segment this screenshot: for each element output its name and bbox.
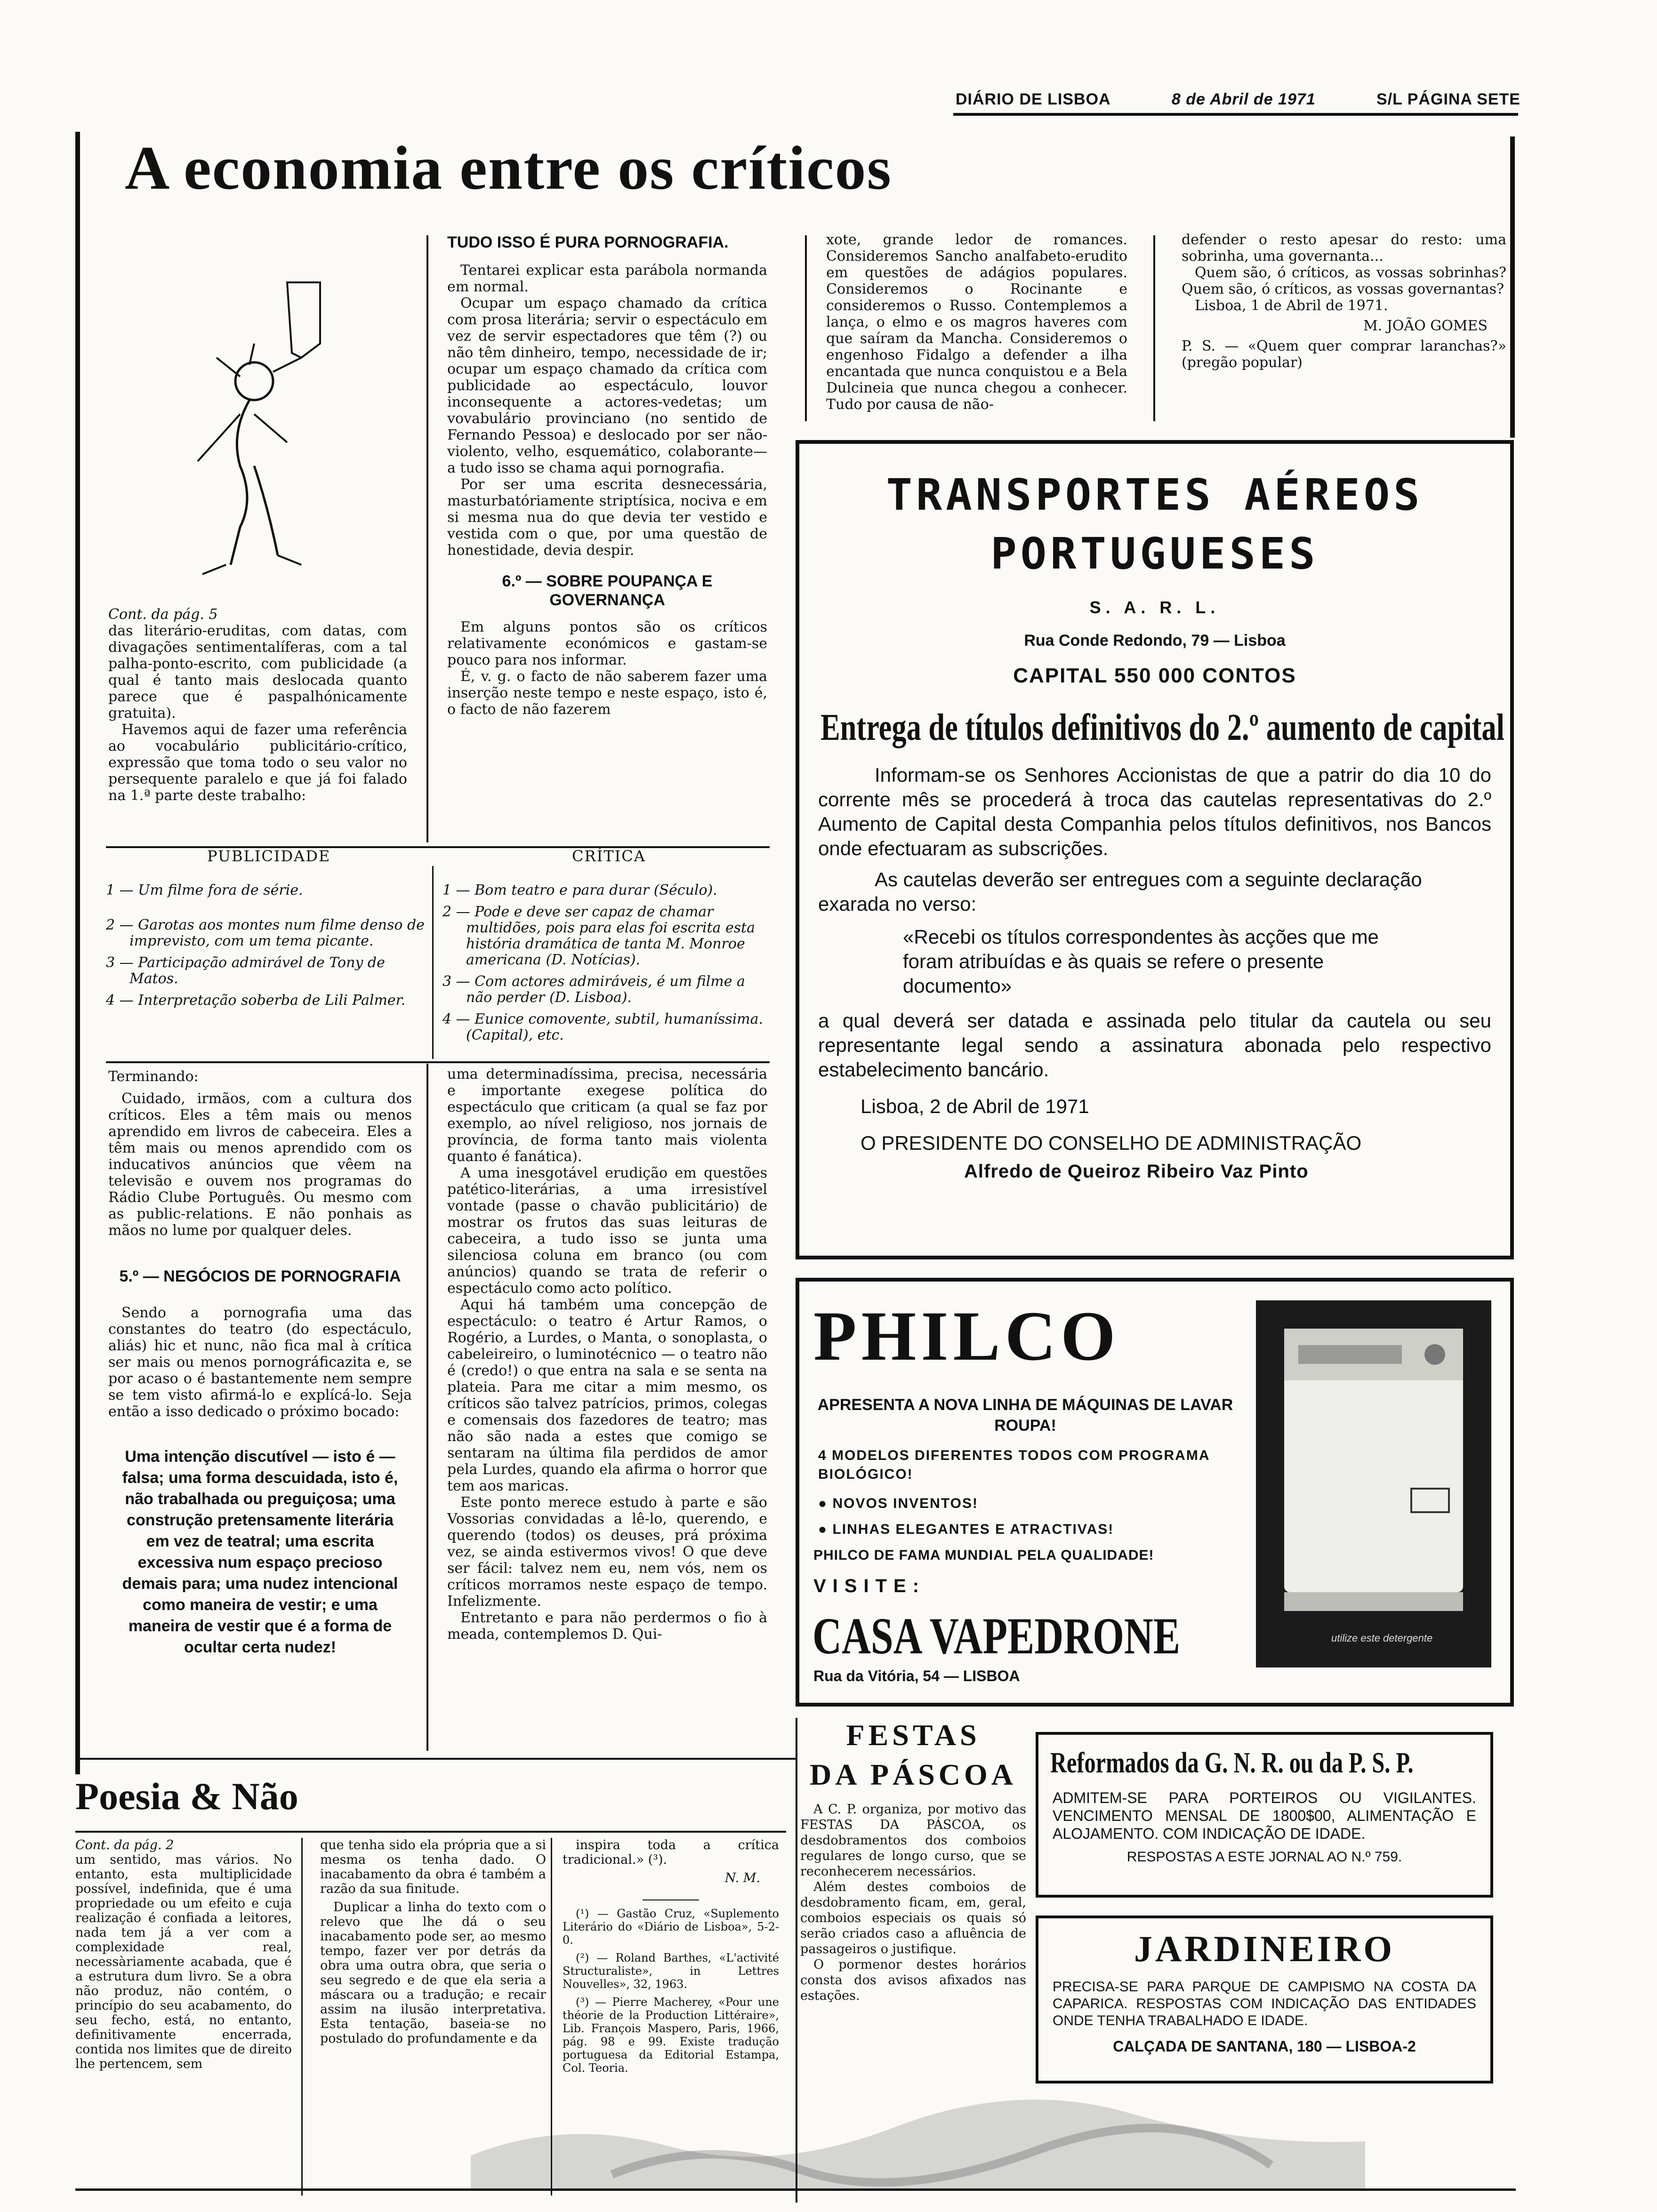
footnote: (³) — Pierre Macherey, «Pour une théorie de la Production Littéraire», Lib. François Maspero, Paris, 1966, pág. 98 e 99. Existe tradução portuguesa da Editorial Estampa, Col. Teoria.: [563, 1996, 779, 2075]
tap-sarl: S. A. R. L.: [1089, 598, 1220, 617]
publicidade-list: [106, 882, 426, 1014]
right-border-top: [1510, 136, 1515, 438]
tap-headline: Entrega de títulos definitivos do 2.º aumento de capital: [820, 707, 1504, 748]
jardineiro-title: JARDINEIRO: [1134, 1928, 1395, 1969]
article-col4: [1182, 232, 1506, 371]
gnr-title-wrap: [1050, 1747, 1490, 1779]
poesia-paragraph: que tenha sido ela própria que a si mesma os tenha dado. O inacabamento da obra é também a razão da sua finitude.: [320, 1838, 546, 1896]
festas-ad: [800, 1718, 1026, 2004]
footnote: (¹) — Gastão Cruz, «Suplemento Literário do «Diário de Lisboa», 5-2-0.: [563, 1907, 779, 1947]
poesia-col1: [75, 1838, 292, 2071]
col1-paragraph: Terminando:: [108, 1068, 199, 1085]
col2-paragraph: Aqui há também uma concepção de espectáculo: o teatro é Artur Ramos, o Rogério, a Lurdes, o Manta, o sonoplasta, o cabeleireiro, o luminotécnico — o teatro não é (credo!) o que entra na sala e se senta na plateia. Para me citar a mim mesmo, os críticos são talvez patrícios, primos, colegas e comensais dos fazedores de teatro; mas não são nada a estes que comigo se sentaram na última fila perdidos de amor pela Lurdes, quando ela afirma o horror que tem aos maricas.: [447, 1297, 767, 1494]
col2-paragraph: Em alguns pontos são os críticos relativamente económicos e gastam-se pouco para nos informar.: [447, 619, 767, 668]
col4-paragraph: Lisboa, 1 de Abril de 1971.: [1195, 297, 1388, 314]
footnote: (²) — Roland Barthes, «L'activité Structuraliste», in Lettres Nouvelles», 32, 1963.: [563, 1951, 779, 1991]
tap-signatory: Alfredo de Queiroz Ribeiro Vaz Pinto: [964, 1161, 1309, 1182]
bold-quote: Uma intenção discutível — isto é — falsa; uma forma descuidada, isto é, não trabalhada ou preguiçosa; uma construção pretensamente literária em vez de teatral; uma escrita excessiva num espaço precioso demais para; uma nudez intencional como maneira de vestir; e uma maneira de vestir que é a forma de ocultar certa nudez!: [122, 1448, 398, 1656]
masthead-rule: [953, 113, 1518, 116]
philco-store: CASA VAPEDRONE: [812, 1607, 1181, 1665]
illustration: [146, 264, 344, 584]
tap-address: Rua Conde Redondo, 79 — Lisboa: [1024, 632, 1286, 649]
col4-paragraph: Quem são, ó críticos, as vossas sobrinhas? Quem são, ó críticos, as vossas governantas?: [1182, 264, 1506, 297]
section-heading: 6.º — SOBRE POUPANÇA E GOVERNANÇA: [502, 572, 713, 609]
left-border: [75, 132, 80, 1774]
tap-headline-wrap: [820, 706, 1510, 749]
article-title: A economia entre os críticos: [125, 133, 892, 202]
author-signature: M. JOÃO GOMES: [1363, 318, 1488, 334]
col1-paragraph: das literário-eruditas, com datas, com divagações sentimentalíferas, com a tal palha-ponto-escrito, com publicidade (a qual é tanto mais deslocada quanto parece que é paspalhónicamente gratuita).: [108, 623, 407, 721]
col2-paragraph: Ocupar um espaço chamado da crítica com prosa literária; servir o espectáculo em vez de servir espectadores que têm (?) ou não têm dinheiro, tempo, necessidade de ir; ocupar um espaço chamado da crítica com publicidade ao espectáculo, louvor inconsequente a actores-vedetas; um vovabulário provinciano (no sentido de Fernando Pessoa) e deslocado por ser não-violento, velho, esquemático, colaborante— a tudo isso se chama aqui pornografia.: [447, 295, 767, 476]
gnr-reply: RESPOSTAS A ESTE JORNAL AO N.º 759.: [1126, 1849, 1402, 1865]
philco-store-wrap: [812, 1606, 1236, 1665]
col2-paragraph: É, v. g. o facto de não saberem fazer uma inserção neste tempo e neste espaço, isto é, o facto de não fazerem: [447, 668, 767, 718]
ink-damage-texture: [471, 2033, 1365, 2188]
poesia-signature: N. M.: [724, 1871, 760, 1885]
gnr-ad: [1036, 1732, 1493, 1898]
philco-brand: PHILCO: [813, 1297, 1120, 1375]
list-item: 4 — Interpretação soberba de Lili Palmer.: [106, 992, 406, 1009]
philco-line3: PHILCO DE FAMA MUNDIAL PELA QUALIDADE!: [813, 1547, 1154, 1563]
philco-bullet: ● LINHAS ELEGANTES E ATRACTIVAS!: [818, 1522, 1114, 1537]
list-item: 3 — Participação admirável de Tony de Matos.: [106, 954, 385, 987]
masthead: [956, 90, 1520, 109]
issue-date: 8 de Abril de 1971: [1171, 90, 1316, 108]
table-head-publicidade: PUBLICIDADE: [207, 847, 331, 865]
col1-paragraph: Havemos aqui de fazer uma referência ao vocabulário publicitário-crítico, expressão que toma todo o seu valor no persequente paralelo e que já foi falado na 1.ª parte deste trabalho:: [108, 721, 407, 804]
continuation-note: Cont. da pág. 5: [108, 606, 218, 623]
continuation-note: Cont. da pág. 2: [75, 1838, 174, 1852]
philco-ad: [796, 1278, 1514, 1707]
festas-title-line1: FESTAS: [846, 1718, 981, 1752]
tap-paragraph: Informam-se os Senhores Accionistas de que a patrir do dia 10 do corrente mês se procederá à troca das cautelas representativas do 2.º Aumento de Capital desta Companhia pelos títulos definitivos, nos Bancos onde efectuaram as subscrições.: [818, 764, 1491, 859]
article-col1: [108, 606, 407, 804]
list-item: 2 — Pode e deve ser capaz de chamar multidões, pois para elas foi escrita esta história dramática de tanta M. Monroe americana (D. Notícias).: [442, 904, 756, 968]
table-bottom-rule: [106, 1061, 770, 1063]
col1-paragraph: Cuidado, irmãos, com a cultura dos críticos. Eles a têm mais ou menos aprendido em livros de cabeceira. Eles a têm mais ou menos aprendido com os inducativos anúncios que vêem na televisão e ouvem nos programas do Rádio Clube Português. Ou mesmo com as public-relations. E não ponhais as mãos no lume por qualquer deles.: [108, 1090, 412, 1239]
poesia-rule: [75, 1831, 786, 1833]
section-heading: 5.º — NEGÓCIOS DE PORNOGRAFIA: [119, 1267, 401, 1285]
table-head-critica: CRÍTICA: [572, 847, 646, 865]
col2-paragraph: uma determinadíssima, precisa, necessária e importante exegese política do espectáculo que criticam (a qual se faz por exemplo, ao nível religioso, nos jornais de província, de forma tanto mais violenta quanto é fanática).: [447, 1066, 767, 1165]
festas-paragraph: Além destes comboios de desdobramento ficam, em, geral, comboios especiais os quais só serão criados caso a afluência de passageiros o justifique.: [800, 1880, 1026, 1956]
jardineiro-address: CALÇADA DE SANTANA, 180 — LISBOA-2: [1113, 2038, 1416, 2055]
tap-date: Lisboa, 2 de Abril de 1971: [861, 1095, 1089, 1117]
tap-paragraph: As cautelas deverão ser entregues com a seguinte declaração exarada no verso:: [818, 868, 1422, 915]
poesia-paragraph: um sentido, mas vários. No entanto, esta multiplicidade possível, indefinida, que é uma propriedade ou um efeito e cuja realização é confiada a leitores, nada tem já a ver com a complexidade real, necessàriamente acabada, que é a estrutura dum livro. Se a obra não produz, não contém, o princípio do seu acabamento, do seu fecho, está, no entanto, definitivamente encerrada, contida nos limites que de direito lhe pertencem, sem: [75, 1852, 292, 2071]
jardineiro-body: PRECISA-SE PARA PARQUE DE CAMPISMO NA COSTA DA CAPARICA. RESPOSTAS COM INDICAÇÃO DAS ENTIDADES ONDE TENHA TRABALHADO E IDADE.: [1053, 1979, 1476, 2028]
poesia-paragraph: inspira toda a crítica tradicional.» (³).: [563, 1838, 779, 1867]
list-item: 4 — Eunice comovente, subtil, humaníssima. (Capital), etc.: [442, 1011, 764, 1043]
tap-ad: [796, 440, 1514, 1259]
festas-paragraph: O pormenor destes horários consta dos avisos afixados nas estações.: [800, 1957, 1026, 2003]
festas-paragraph: A C. P. organiza, por motivo das FESTAS DA PÁSCOA, os desdobramentos dos comboios regulares de longo curso, que se reconhecerem necessários.: [800, 1802, 1026, 1879]
col2-paragraph: Entretanto e para não perdermos o fio à meada, contemplemos D. Qui-: [447, 1610, 767, 1643]
paper-name: DIÁRIO DE LISBOA: [956, 90, 1111, 108]
col1-paragraph: Sendo a pornografia uma das constantes do teatro (do espectáculo, aliás) hic et nunc, não fica mal à crítica ser mais ou menos pornográficazita e, se por acaso o é bastantemente nem sempre se tem visto afirmá-lo e explícá-lo. Seja então a isso dedicado o próximo bocado:: [108, 1305, 412, 1420]
philco-visite: VISITE:: [813, 1576, 926, 1596]
philco-address: Rua da Vitória, 54 — LISBOA: [813, 1667, 1020, 1684]
poesia-paragraph: Duplicar a linha do texto com o relevo que lhe dá o seu inacabamento pode ser, ao mesmo tempo, fazer ver por detrás da obra uma outra obra, que seria o seu segredo e de que ela seria a máscara ou a tradução; e recair assim na ilusão interpretativa. Esta tentação, baseia-se no postulado do profundamente e da: [320, 1900, 546, 2046]
philco-bullet: ● NOVOS INVENTOS!: [818, 1496, 978, 1511]
list-item: 1 — Bom teatro e para durar (Século).: [442, 882, 717, 898]
list-item: 3 — Com actores admiráveis, é um filme a não perder (D. Lisboa).: [442, 973, 745, 1006]
philco-line1: APRESENTA A NOVA LINHA DE MÁQUINAS DE LAVAR ROUPA!: [817, 1396, 1233, 1435]
list-item: 2 — Garotas aos montes num filme denso de imprevisto, com um tema picante.: [106, 917, 425, 949]
col2-paragraph: A uma inesgotável erudição em questões patético-literárias, a uma irresistível vontade (passe o chavão publicitário) de mostrar os frutos das suas leituras de cabeceira, a tudo isso se junta uma silenciosa coluna em branco (ou com anúncios) quando se trata de referir o espectáculo como acto político.: [447, 1165, 767, 1297]
section-rule: [75, 1758, 796, 1760]
tap-title-line1: TRANSPORTES AÉREOS: [886, 470, 1424, 520]
table-divider: [432, 866, 434, 1059]
philco-line2: 4 MODELOS DIFERENTES TODOS COM PROGRAMA BIOLÓGICO!: [818, 1448, 1210, 1482]
gnr-body: ADMITEM-SE PARA PORTEIROS OU VIGILANTES. VENCIMENTO MENSAL DE 1800$00, ALIMENTAÇÃO E ALOJAMENTO. COM INDICAÇÃO DE IDADE.: [1053, 1789, 1476, 1842]
column-rule: [426, 1064, 428, 1751]
tap-signoff: O PRESIDENTE DO CONSELHO DE ADMINISTRAÇÃO: [861, 1132, 1362, 1154]
tap-capital: CAPITAL 550 000 CONTOS: [1013, 664, 1296, 687]
col4-paragraph: defender o resto apesar do resto: uma sobrinha, uma governanta...: [1182, 232, 1506, 264]
festas-title-line2: DA PÁSCOA: [809, 1758, 1017, 1791]
tap-quote: «Recebi os títulos correspondentes às acções que me foram atribuídas e às quais se refere o presente documento»: [903, 926, 1379, 997]
column-rule: [301, 1838, 303, 2196]
tap-title-line2: PORTUGUESES: [990, 529, 1319, 579]
article-col3: [826, 232, 1127, 413]
page-label: S/L PÁGINA SETE: [1376, 90, 1520, 108]
washing-machine-photo: [1256, 1300, 1491, 1667]
column-rule: [1153, 235, 1155, 421]
critica-list: [442, 882, 767, 1049]
section-lead: TUDO ISSO É PURA PORNOGRAFIA.: [447, 233, 729, 251]
column-rule: [426, 235, 428, 842]
gnr-title: Reformados da G. N. R. ou da P. S. P.: [1050, 1747, 1414, 1779]
poesia-title: Poesia & Não: [75, 1775, 298, 1818]
footnote-rule: [643, 1899, 699, 1900]
festas-body: [800, 1802, 1026, 2004]
article-col2-bottom: [447, 1066, 767, 1643]
page-bottom-rule: [75, 2188, 1516, 2191]
table-top-rule: [106, 846, 770, 848]
article-col2: [447, 233, 767, 718]
col2-paragraph: Tentarei explicar esta parábola normanda em normal.: [447, 262, 767, 295]
article-col1-bottom: [108, 1068, 412, 1658]
col3-paragraph: xote, grande ledor de romances. Consideremos Sancho analfabeto-erudito em questões de adágios populares. Consideremos o Rocinante e consideremos o Russo. Contemplemos a lança, o elmo e os magros haveres com que saíram da Mancha. Consideremos o engenhoso Fidalgo a defender a ilha encantada que nunca conquistou e a Bela Dulcineia que nunca chegou a conhecer. Tudo por causa de não-: [826, 232, 1127, 413]
col2-paragraph: Por ser uma escrita desnecessária, masturbatóriamente striptísica, nociva e em si mesma nua do que devia ter vestido e vestida com o que, por uma questão de honestidade, devia despir.: [447, 476, 767, 559]
postscript: P. S. — «Quem quer comprar laranchas?» (pregão popular): [1182, 338, 1506, 371]
column-rule: [805, 235, 807, 421]
poesia-col2: [320, 1838, 546, 2046]
list-item: 1 — Um filme fora de série.: [106, 882, 303, 898]
tap-paragraph: a qual deverá ser datada e assinada pelo titular da cautela ou seu representante legal sendo a assinatura abonada pelo respectivo estabelecimento bancário.: [818, 1010, 1491, 1081]
machine-caption: utilize este detergente: [1331, 1632, 1433, 1644]
washing-machine-icon: [1256, 1300, 1491, 1667]
col2-paragraph: Este ponto merece estudo à parte e são Vossorias convidadas a lê-lo, querendo, e querendo (todos) os deuses, prá próxima vez, se ainda estivermos vivos! O que deve ser fácil: talvez nem eu, nem vós, nem os críticos morramos neste espaço de tempo. Infelizmente.: [447, 1494, 767, 1610]
